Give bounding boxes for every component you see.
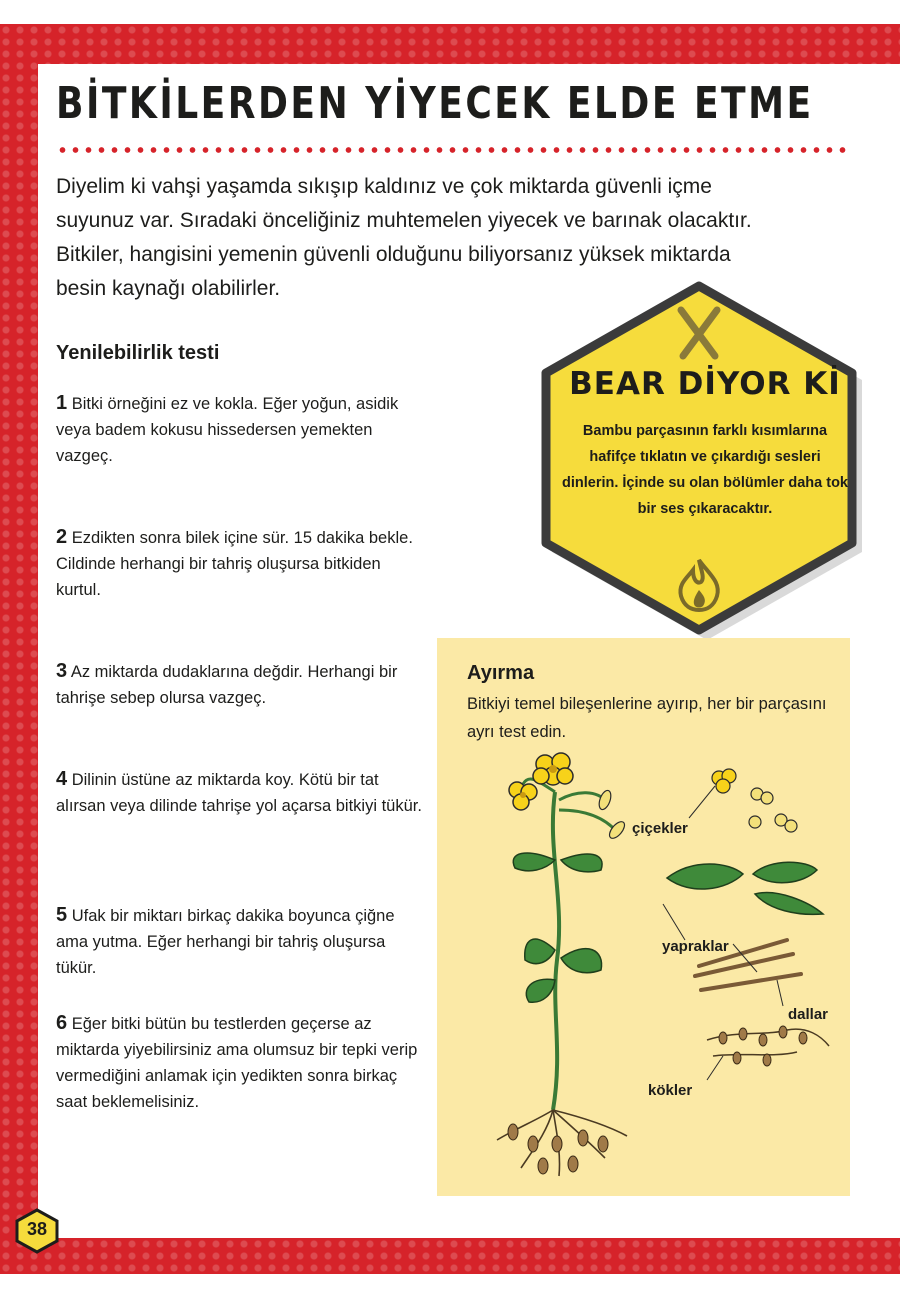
separation-text: Bitkiyi temel bileşenlerine ayırıp, her bir parçasını ayrı test edin.	[467, 695, 827, 741]
label-stems: dallar	[788, 1006, 829, 1023]
edibility-test-heading: Yenilebilirlik testi	[56, 342, 220, 364]
flower-icon	[509, 782, 537, 810]
separation-title: Ayırma	[467, 662, 535, 684]
flower-icon	[533, 753, 573, 785]
test-step	[56, 524, 426, 603]
step-number: 3	[56, 660, 68, 682]
step-text: Ezdikten sonra bilek içine sür. 15 dakika bekle. Cildinde herhangi bir tahriş oluşursa bitkiden kurtul.	[56, 529, 413, 599]
test-step	[56, 902, 426, 981]
step-number: 5	[56, 904, 68, 926]
page-number: 38	[26, 1219, 48, 1239]
step-number: 6	[56, 1012, 68, 1034]
bear-tip-title: BEAR DİYOR Kİ	[569, 366, 841, 402]
bear-tip-text: Bambu parçasının farklı kısımlarına hafifçe tıklatın ve çıkardığı sesleri dinlerin. İçinde su olan bölümler daha tok bir ses çıkaracaktır.	[561, 423, 848, 517]
step-text: Eğer bitki bütün bu testlerden geçerse az miktarda yiyebilirsiniz ama olumsuz bir tepki verip vermediğini anlamak için yedikten sonra birkaç saat beklemelisiniz.	[56, 1015, 418, 1111]
test-step	[56, 1010, 426, 1115]
step-text: Ufak bir miktarı birkaç dakika boyunca çiğne ama yutma. Eğer herhangi bir tahriş oluşursa tükür.	[56, 907, 395, 977]
test-step	[56, 766, 426, 819]
intro-paragraph: Diyelim ki vahşi yaşamda sıkışıp kaldınız ve çok miktarda güvenli içme suyunuz var. Sıradaki önceliğiniz muhtemelen yiyecek ve barınak olacaktır. Bitkiler, hangisini yemenin güvenli olduğunu biliyorsanız yüksek miktarda besin kaynağı olabilirler.	[56, 175, 752, 300]
page-frame-top	[0, 24, 900, 64]
step-number: 1	[56, 392, 68, 414]
label-leaves: yapraklar	[662, 938, 729, 955]
step-text: Az miktarda dudaklarına değdir. Herhangi bir tahrişe sebep olursa vazgeç.	[56, 663, 398, 707]
plant-illustration	[437, 740, 850, 1196]
step-number: 2	[56, 526, 68, 548]
step-text: Bitki örneğini ez ve kokla. Eğer yoğun, asidik veya badem kokusu hissedersen yemekten vazgeç.	[56, 395, 399, 465]
label-flowers: çiçekler	[632, 820, 688, 837]
test-step	[56, 658, 426, 711]
page-title: BİTKİLERDEN YİYECEK ELDE ETME	[56, 78, 814, 129]
separated-flowers	[712, 769, 797, 832]
test-step	[56, 390, 426, 469]
step-text: Dilinin üstüne az miktarda koy. Kötü bir tat alırsan veya dilinde tahrişe yol açarsa bitkiyi tükür.	[56, 771, 422, 815]
page-frame-left	[0, 24, 38, 1274]
label-roots: kökler	[648, 1082, 693, 1099]
page-frame-bottom	[0, 1238, 900, 1274]
step-number: 4	[56, 768, 68, 790]
dotted-divider	[56, 146, 850, 154]
